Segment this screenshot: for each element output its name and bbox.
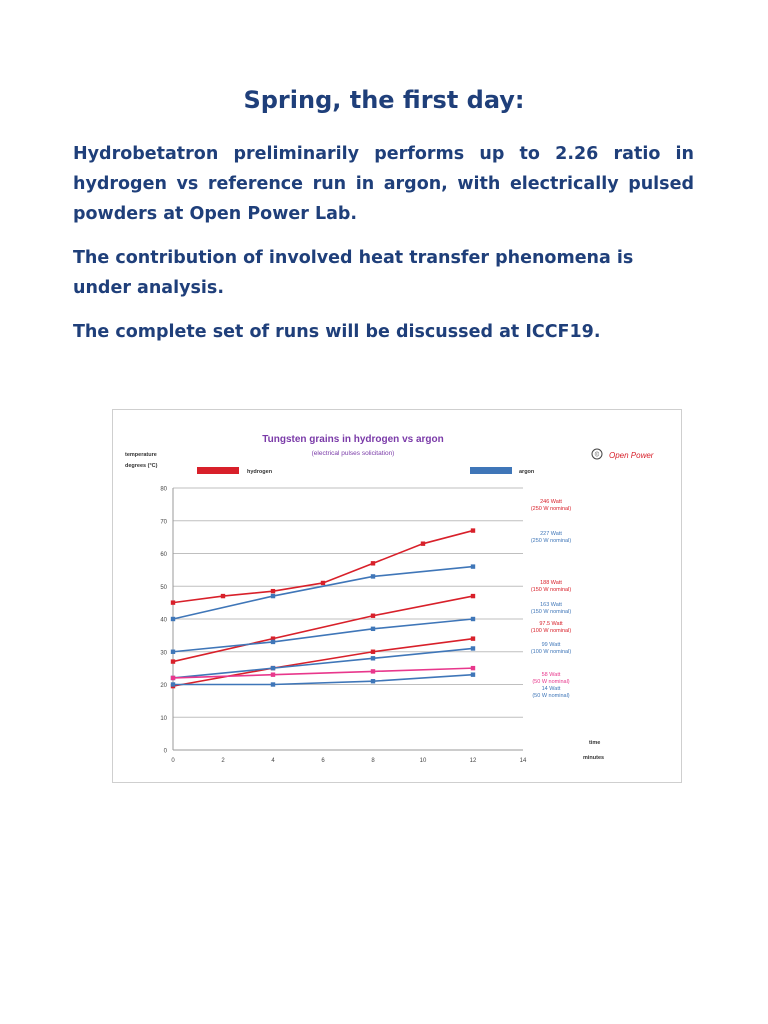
data-point-argon: [471, 672, 475, 676]
data-point-argon: [171, 617, 175, 621]
open-power-logo: Open Power: [609, 451, 654, 460]
data-point-argon: [271, 682, 275, 686]
y-tick-label: 60: [160, 552, 167, 558]
data-point-pink: [171, 676, 175, 680]
data-point-pink: [371, 669, 375, 673]
data-point-hydrogen: [321, 581, 325, 585]
series-line-hydrogen: [173, 639, 473, 686]
y-tick-label: 40: [160, 617, 167, 624]
data-point-argon: [371, 574, 375, 578]
series-label-nominal: (250 W nominal): [530, 538, 572, 544]
x-tick-label: 2: [221, 758, 225, 764]
data-point-hydrogen: [171, 600, 175, 604]
data-point-pink: [271, 672, 275, 676]
temperature-chart: [113, 410, 681, 782]
data-point-argon: [271, 594, 275, 598]
series-label-nominal: (100 W nominal): [530, 628, 572, 634]
legend-label-argon: argon: [519, 469, 535, 475]
data-point-hydrogen: [371, 614, 375, 618]
chart-frame: [112, 409, 682, 783]
x-tick-label: 12: [469, 758, 477, 764]
y-axis-label: temperature: [125, 452, 157, 458]
y-tick-label: 80: [160, 486, 167, 493]
data-point-hydrogen: [271, 589, 275, 593]
series-label-nominal: (150 W nominal): [530, 609, 572, 615]
series-label-nominal: (150 W nominal): [530, 587, 572, 593]
series-label-power: 58 Watt: [541, 672, 561, 678]
data-point-pink: [471, 666, 475, 670]
data-point-argon: [171, 650, 175, 654]
legend-swatch-hydrogen: [197, 467, 239, 474]
y-tick-label: 20: [160, 683, 167, 689]
series-label-power: 99 Watt: [541, 642, 561, 648]
series-label-nominal: (50 W nominal): [532, 679, 570, 685]
series-label-nominal: (250 W nominal): [530, 506, 572, 512]
data-point-argon: [171, 682, 175, 686]
legend-label-hydrogen: hydrogen: [247, 469, 273, 475]
data-point-argon: [271, 640, 275, 644]
y-tick-label: 70: [160, 519, 167, 526]
x-tick-label: 0: [171, 758, 175, 764]
data-point-hydrogen: [471, 528, 475, 532]
intro-paragraph: Hydrobetatron preliminarily performs up to 2.26 ratio in hydrogen vs reference run in argon, with electrically pulsed powders at Open Power Lab.: [73, 144, 694, 224]
x-tick-label: 14: [519, 758, 527, 764]
series-label-nominal: (50 W nominal): [532, 693, 570, 699]
iccf-paragraph: The complete set of runs will be discussed at ICCF19.: [73, 322, 601, 342]
copyright-mark: ©: [594, 452, 600, 459]
page-title: Spring, the first day:: [243, 86, 525, 114]
series-label-power: 227 Watt: [540, 531, 562, 537]
y-tick-label: 30: [160, 650, 167, 657]
x-tick-label: 8: [371, 758, 375, 764]
y-tick-label: 0: [163, 748, 167, 755]
x-tick-label: 10: [419, 758, 427, 764]
series-line-argon: [173, 567, 473, 619]
x-axis-label-cont: minutes: [583, 755, 605, 761]
data-point-argon: [371, 656, 375, 660]
data-point-argon: [371, 627, 375, 631]
data-point-hydrogen: [371, 561, 375, 565]
data-point-argon: [371, 679, 375, 683]
analysis-paragraph: The contribution of involved heat transfer phenomena is under analysis.: [73, 248, 634, 298]
series-label-power: 14 Watt: [541, 686, 561, 692]
chart-title: Tungsten grains in hydrogen vs argon: [262, 434, 444, 445]
data-point-hydrogen: [471, 636, 475, 640]
series-label-power: 97.5 Watt: [539, 621, 563, 627]
series-label-power: 188 Watt: [540, 580, 562, 586]
y-tick-label: 50: [160, 584, 167, 591]
x-tick-label: 4: [271, 758, 275, 764]
series-line-hydrogen: [173, 531, 473, 603]
data-point-hydrogen: [171, 659, 175, 663]
series-label-nominal: (100 W nominal): [530, 649, 572, 655]
y-tick-label: 10: [160, 715, 167, 722]
x-tick-label: 6: [321, 758, 325, 764]
legend-swatch-argon: [470, 467, 512, 474]
data-point-hydrogen: [471, 594, 475, 598]
data-point-hydrogen: [421, 541, 425, 545]
x-axis-label: time: [589, 740, 601, 746]
data-point-hydrogen: [371, 650, 375, 654]
data-point-argon: [271, 666, 275, 670]
series-label-power: 246 Watt: [540, 499, 562, 505]
y-axis-label-cont: degrees (°C): [125, 463, 158, 469]
data-point-argon: [471, 646, 475, 650]
data-point-hydrogen: [221, 594, 225, 598]
series-label-power: 163 Watt: [540, 602, 562, 608]
data-point-argon: [471, 617, 475, 621]
data-point-argon: [471, 564, 475, 568]
series-line-argon: [173, 619, 473, 652]
chart-subtitle: (electrical pulses solicitation): [311, 450, 395, 457]
